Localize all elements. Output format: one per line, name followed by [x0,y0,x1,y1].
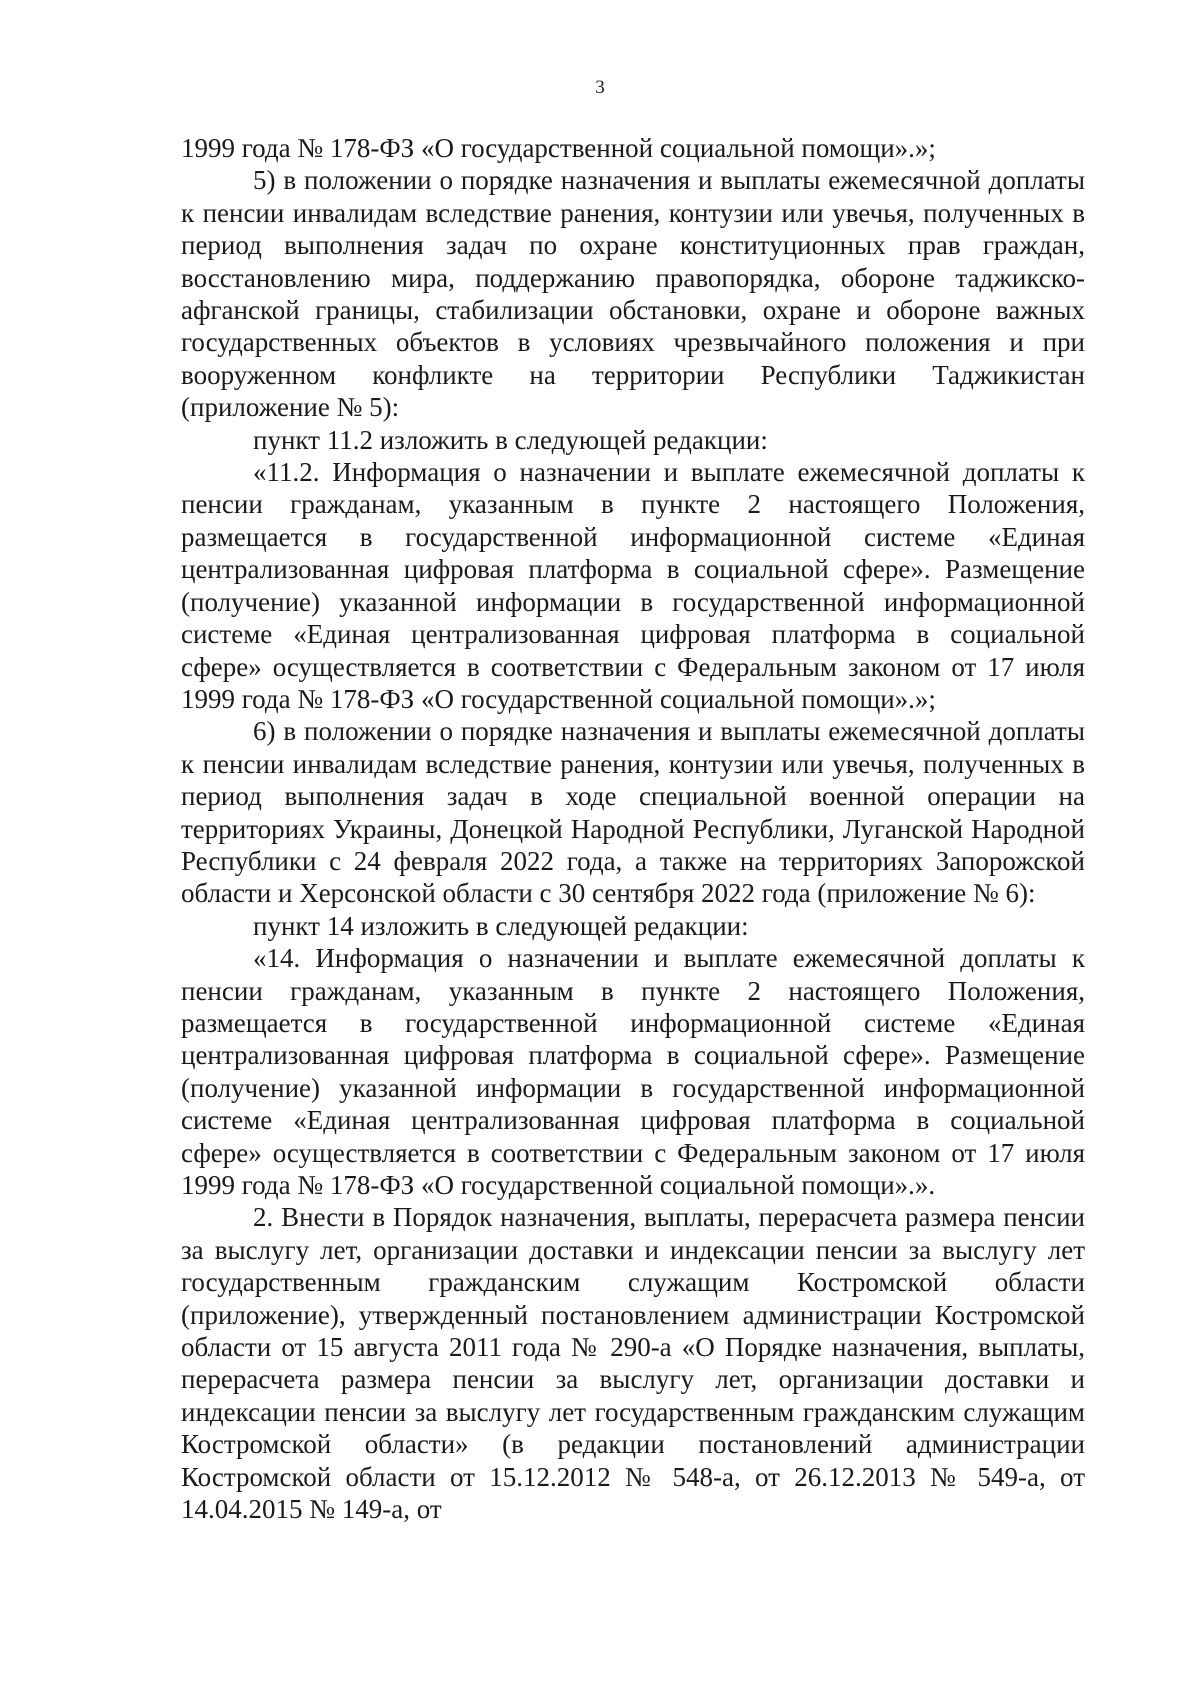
paragraph-clause-14: «14. Информация о назначении и выплате ежемесячной доплаты к пенсии гражданам, указанным в пункте 2 настоящего Положения, размещается в государственной информационной системе «Единая централизованная цифровая платформа в социальной сфере». Размещение (получение) указанной информации в государственной информационной системе «Единая централизованная цифровая платформа в социальной сфере» осуществляется в соответствии с Федеральным законом от 17 июля 1999 года № 178-ФЗ «О государственной социальной помощи».». [181,943,1085,1200]
paragraph-section-2: 2. Внести в Порядок назначения, выплаты, перерасчета размера пенсии за выслугу лет, организации доставки и индексации пенсии за выслугу лет государственным гражданским служащим Костромской области (приложение), утвержденный постановлением администрации Костромской области от 15 августа 2011 года № 290-а «О Порядке назначения, выплаты, перерасчета размера пенсии за выслугу лет, организации доставки и индексации пенсии за выслугу лет государственным гражданским служащим Костромской области» (в редакции постановлений администрации Костромской области от 15.12.2012 № 548-а, от 26.12.2013 № 549-а, от 14.04.2015 № 149-а, от [181,1202,1085,1525]
document-body [181,132,1085,1525]
paragraph-instruction-11-2: пункт 11.2 изложить в следующей редакции: [253,424,768,455]
paragraph-instruction-14: пункт 14 изложить в следующей редакции: [253,910,749,941]
paragraph-item-5: 5) в положении о порядке назначения и выплаты ежемесячной доплаты к пенсии инвалидам вследствие ранения, контузии или увечья, полученных в период выполнения задач по охране конституционных прав граждан, восстановлению мира, поддержанию правопорядка, обороне таджикско-афганской границы, стабилизации обстановки, охране и обороне важных государственных объектов в условиях чрезвычайного положения и при вооруженном конфликте на территории Республики Таджикистан (приложение № 5): [181,165,1085,423]
page-number: 3 [595,77,605,98]
paragraph-item-6: 6) в положении о порядке назначения и выплаты ежемесячной доплаты к пенсии инвалидам вследствие ранения, контузии или увечья, полученных в период выполнения задач в ходе специальной военной операции на территориях Украины, Донецкой Народной Республики, Луганской Народной Республики с 24 февраля 2022 года, а также на территориях Запорожской области и Херсонской области с 30 сентября 2022 года (приложение № 6): [181,716,1085,909]
paragraph-clause-11-2: «11.2. Информация о назначении и выплате ежемесячной доплаты к пенсии гражданам, указанным в пункте 2 настоящего Положения, размещается в государственной информационной системе «Единая централизованная цифровая платформа в социальной сфере». Размещение (получение) указанной информации в государственной информационной системе «Единая централизованная цифровая платформа в социальной сфере» осуществляется в соответствии с Федеральным законом от 17 июля 1999 года № 178-ФЗ «О государственной социальной помощи».»; [181,457,1085,714]
paragraph-continuation: 1999 года № 178-ФЗ «О государственной социальной помощи».»; [181,133,936,163]
